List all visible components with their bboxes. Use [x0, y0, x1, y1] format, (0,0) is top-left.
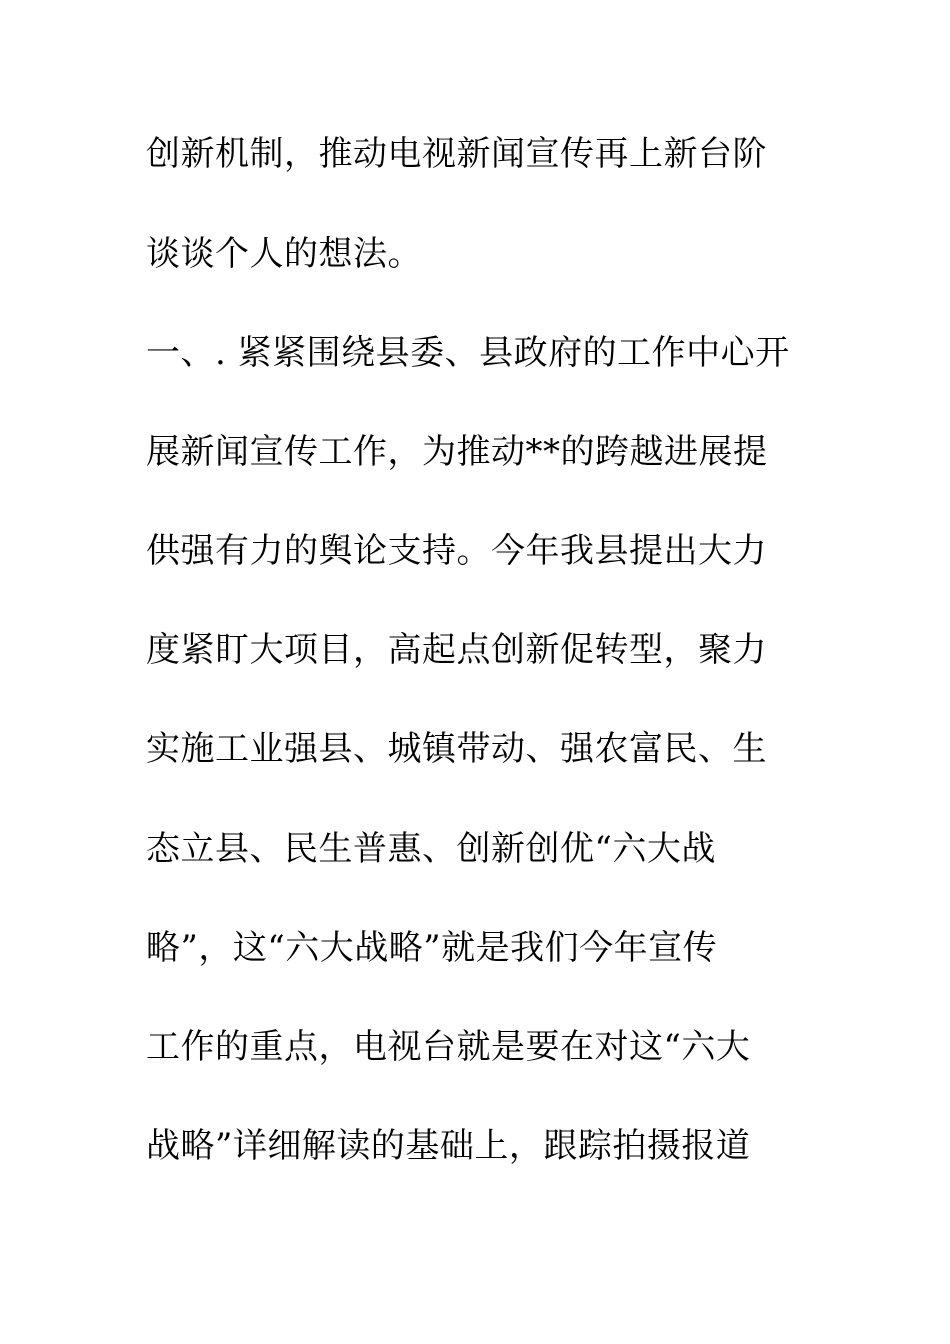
text-line-3: 一、. 紧紧围绕县委、县政府的工作中心开 — [146, 333, 790, 373]
text-line-10: 工作的重点，电视台就是要在对这“六大 — [146, 1027, 751, 1067]
text-line-8: 态立县、民生普惠、创新创优“六大战 — [146, 829, 716, 869]
text-line-11: 战略”详细解读的基础上，跟踪拍摄报道 — [146, 1126, 751, 1166]
text-line-1: 创新机制，推动电视新闻宣传再上新台阶 — [146, 134, 767, 174]
text-line-6: 度紧盯大项目，高起点创新促转型，聚力 — [146, 630, 767, 670]
text-line-5: 供强有力的舆论支持。今年我县提出大力 — [146, 531, 767, 571]
text-line-2: 谈谈个人的想法。 — [146, 234, 422, 274]
text-line-4: 展新闻宣传工作，为推动**的跨越进展提 — [146, 432, 768, 472]
text-line-9: 略”，这“六大战略”就是我们今年宣传 — [146, 928, 718, 968]
text-line-7: 实施工业强县、城镇带动、强农富民、生 — [146, 729, 767, 769]
